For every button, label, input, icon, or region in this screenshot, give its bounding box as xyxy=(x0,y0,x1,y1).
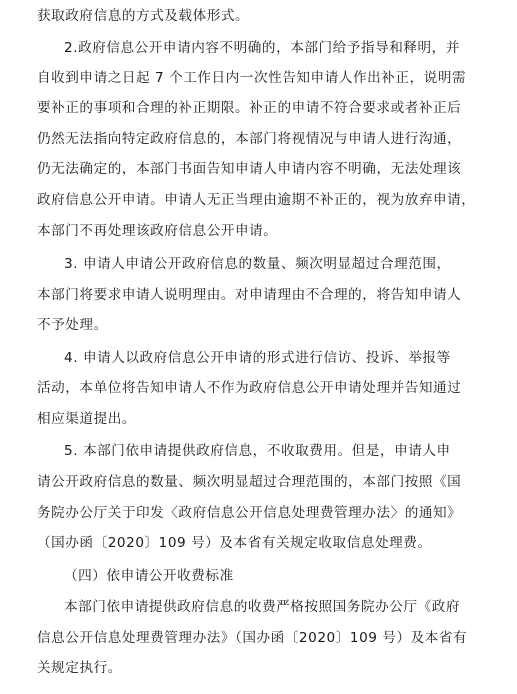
text-line: 要补正的事项和合理的补正期限。补正的申请不符合要求或者补正后 xyxy=(37,100,462,116)
text-line: 请公开政府信息的数量、频次明显超过合理范围的，本部门按照《国 xyxy=(37,474,462,490)
text-line: 信息公开信息处理费管理办法》（国办函〔2020〕109 号）及本省有 xyxy=(37,630,468,646)
text-line: 自收到申请之日起 7 个工作日内一次性告知申请人作出补正，说明需 xyxy=(37,70,467,86)
text-line: 仍然无法指向特定政府信息的，本部门将视情况与申请人进行沟通， xyxy=(37,131,462,147)
text-line: 仍无法确定的，本部门书面告知申请人申请内容不明确，无法处理该 xyxy=(37,161,462,177)
text-line: 获取政府信息的方式及载体形式。 xyxy=(37,8,250,24)
text-line: 本部门将要求申请人说明理由。对申请理由不合理的，将告知申请人 xyxy=(37,287,462,303)
text-line: 政府信息公开申请。申请人无正当理由逾期不补正的，视为放弃申请， xyxy=(37,192,476,208)
text-line: 5. 本部门依申请提供政府信息，不收取费用。但是，申请人申 xyxy=(64,443,451,459)
text-line: 务院办公厅关于印发〈政府信息公开信息处理费管理办法〉的通知》 xyxy=(37,505,462,521)
text-line: 3. 申请人申请公开政府信息的数量、频次明显超过合理范围， xyxy=(64,256,451,272)
section-heading: （四）依申请公开收费标准 xyxy=(64,568,234,584)
text-line: 2.政府信息公开申请内容不明确的，本部门给予指导和释明，并 xyxy=(64,40,460,56)
text-line: 4. 申请人以政府信息公开申请的形式进行信访、投诉、举报等 xyxy=(64,350,451,366)
text-line: 关规定执行。 xyxy=(37,660,122,676)
text-line: （国办函〔2020〕109 号）及本省有关规定收取信息处理费。 xyxy=(37,535,432,551)
text-line: 不予处理。 xyxy=(37,317,108,333)
text-line: 相应渠道提出。 xyxy=(37,411,137,427)
text-line: 本部门不再处理该政府信息公开申请。 xyxy=(37,223,278,239)
text-line: 活动，本单位将告知申请人不作为政府信息公开申请处理并告知通过 xyxy=(37,380,462,396)
text-line: 本部门依申请提供政府信息的收费严格按照国务院办公厅《政府 xyxy=(64,599,461,615)
